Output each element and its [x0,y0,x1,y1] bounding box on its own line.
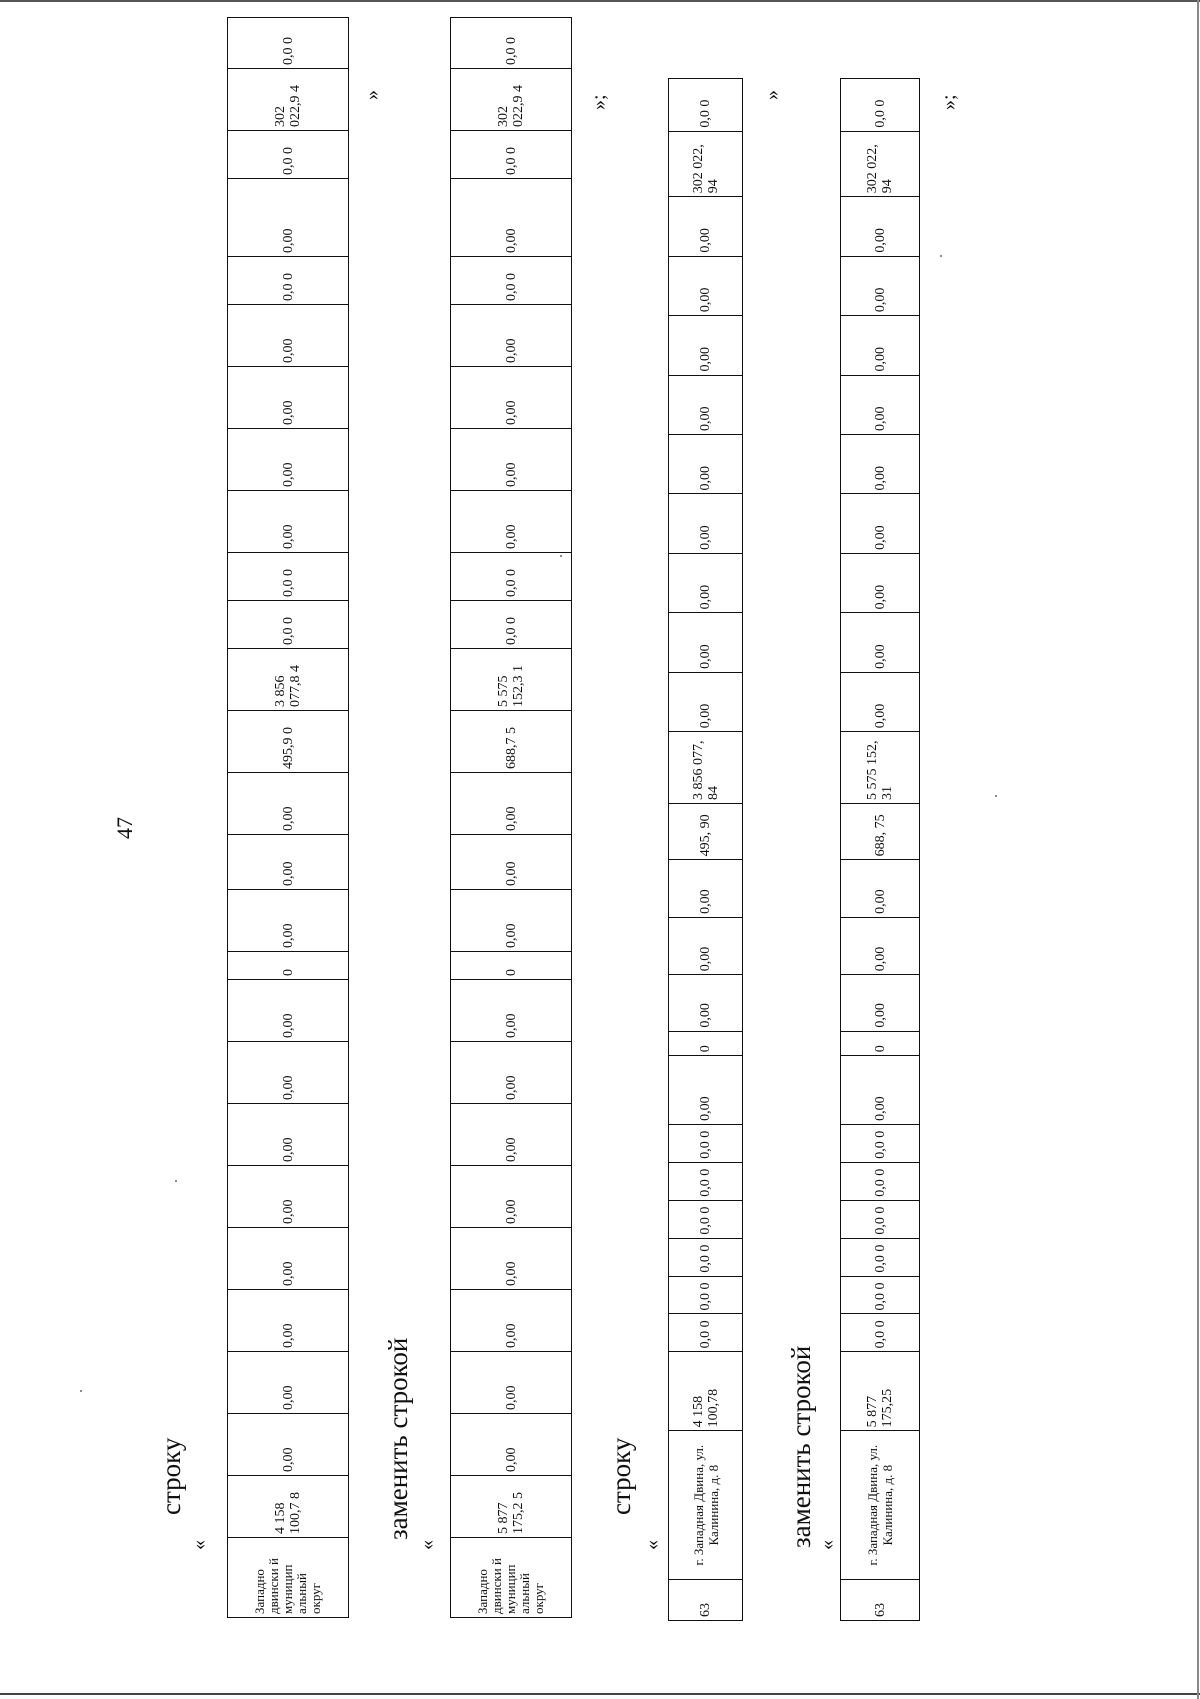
table-cell: 0,0 0 [451,131,572,179]
page-number: 47 [112,817,137,839]
table-cell: 0,00 [841,316,920,375]
data-table [450,17,572,1618]
heading-replace-row: строку [156,1437,186,1515]
table-cell: 0,00 [669,553,743,612]
table-cell: 0,00 [228,305,349,367]
table-cell: 0,00 [841,917,920,974]
table-cell: 0,00 [451,1414,572,1476]
table-cell: 0,00 [451,429,572,491]
table-cell-name: Западно двински й муницип альный округ [451,1538,572,1618]
table-cell: 3 856 077, 84 [669,732,743,804]
table-cell: 0,00 [228,1290,349,1352]
table-cell: 0,0 0 [228,601,349,649]
table-cell: 0,0 0 [669,1276,743,1314]
heading-replace-with: заменить строкой [383,1337,413,1540]
table-cell: 0,0 0 [228,257,349,305]
table-cell: 0,00 [841,553,920,612]
table-cell: 0 [669,1031,743,1056]
table-cell: 0,00 [228,1352,349,1414]
table-cell: 0,00 [228,1228,349,1290]
table-cell: 0,00 [669,860,743,917]
table-cell: 0,00 [669,197,743,256]
table-cell: 0,00 [841,435,920,494]
table-cell: 0,00 [841,1056,920,1125]
scan-edge-bottom [0,1693,1200,1695]
table-cell: 0,00 [841,613,920,672]
table-cell: 0,0 0 [669,1162,743,1200]
close-quote: »; [938,94,960,110]
table-row [228,18,349,1618]
table-cell: 0,0 0 [669,1314,743,1352]
table-cell: 4 158 100,7 8 [228,1476,349,1538]
table-cell: 0,00 [228,429,349,491]
table-cell: 0,0 0 [669,1200,743,1238]
data-table [227,17,349,1618]
table-cell: 0,0 0 [228,18,349,69]
table-cell: 495,9 0 [228,711,349,773]
block-2-table [450,37,572,1618]
scan-edge-right [1197,0,1199,1699]
table-row [451,18,572,1618]
table-cell: 0,00 [451,980,572,1042]
table-cell: 0,00 [451,890,572,952]
table-cell: 0,0 0 [841,1314,920,1352]
table-cell: 0,00 [669,316,743,375]
open-quote: « [188,1540,210,1550]
table-cell: 0,00 [841,494,920,553]
table-cell: 0,0 0 [451,18,572,69]
table-cell-address: г. Западная Двина, ул. Калинина, д. 8 [669,1431,743,1580]
table-cell: 0,0 0 [228,553,349,601]
table-cell-name: Западно двински й муницип альный округ [228,1538,349,1618]
scan-speck [80,1390,82,1392]
table-cell: 5 877 175,2 5 [451,1476,572,1538]
table-cell: 0,0 0 [841,1200,920,1238]
table-cell: 0,00 [841,672,920,731]
table-cell: 0 [841,1031,920,1056]
table-cell: 0,00 [228,179,349,257]
table-cell: 0,0 0 [451,553,572,601]
close-quote: » [361,90,383,100]
table-cell: 0,00 [669,1056,743,1125]
block-1-table [227,37,349,1618]
table-cell: 0,00 [228,1166,349,1228]
table-cell: 0,00 [451,1228,572,1290]
table-cell: 0,00 [841,197,920,256]
close-quote: »; [588,94,610,110]
table-cell: 0,00 [841,256,920,315]
heading-replace-row: строку [606,1437,636,1515]
table-cell: 0,00 [228,1042,349,1104]
table-cell: 3 856 077,8 4 [228,649,349,711]
table-cell: 0,00 [451,179,572,257]
table-cell: 0,00 [669,917,743,974]
table-cell: 0,00 [669,435,743,494]
table-row [841,79,920,1621]
table-cell: 0,00 [451,1042,572,1104]
table-row [669,79,743,1621]
table-cell: 0,00 [451,1166,572,1228]
table-cell: 0,0 0 [669,1238,743,1276]
table-cell: 0,00 [451,773,572,835]
table-cell: 0,00 [669,375,743,434]
table-cell: 302 022,9 4 [228,69,349,131]
table-cell: 302 022,9 4 [451,69,572,131]
open-quote: « [641,1540,663,1550]
scan-speck [175,1180,177,1182]
table-cell: 5 877 175,25 [841,1352,920,1431]
table-cell: 0,00 [669,613,743,672]
table-cell: 5 575 152,3 1 [451,649,572,711]
table-cell: 0,00 [451,305,572,367]
table-cell-address: г. Западная Двина, ул. Калинина, д. 8 [841,1431,920,1580]
table-cell: 0,00 [669,672,743,731]
block-4-table [840,78,920,1621]
table-cell: 0,0 0 [451,257,572,305]
table-cell: 302 022, 94 [841,131,920,197]
table-cell: 4 158 100,78 [669,1352,743,1431]
table-cell: 0 [451,952,572,980]
table-cell: 495, 90 [669,804,743,860]
table-cell: 0,00 [451,367,572,429]
table-cell: 0,00 [228,835,349,890]
table-cell: 0,00 [228,773,349,835]
table-cell: 0,0 0 [841,79,920,132]
table-cell: 0,00 [451,1104,572,1166]
table-cell: 0 [228,952,349,980]
table-cell: 0,0 0 [669,1124,743,1162]
table-cell: 0,00 [669,256,743,315]
table-cell: 0,00 [451,491,572,553]
table-cell: 0,0 0 [841,1162,920,1200]
table-cell: 0,0 0 [669,79,743,132]
open-quote: « [816,1540,838,1550]
table-cell: 0,00 [669,494,743,553]
data-table [840,78,920,1621]
table-cell: 688,7 5 [451,711,572,773]
data-table [668,78,743,1621]
table-cell: 0,00 [841,975,920,1031]
scan-speck [940,255,942,257]
table-cell: 0,00 [228,980,349,1042]
table-cell: 0,00 [228,491,349,553]
table-cell: 0,00 [841,860,920,917]
table-cell: 0,0 0 [841,1124,920,1162]
table-cell: 688, 75 [841,804,920,860]
table-cell: 302 022, 94 [669,131,743,197]
scan-speck [995,795,997,797]
table-cell: 63 [841,1580,920,1621]
table-cell: 0,00 [669,975,743,1031]
table-cell: 0,0 0 [841,1238,920,1276]
table-cell: 0,00 [228,890,349,952]
table-cell: 0,00 [228,1104,349,1166]
open-quote: « [416,1540,438,1550]
table-cell: 0,00 [228,367,349,429]
block-3-table [668,78,743,1621]
table-cell: 0,00 [451,1352,572,1414]
scan-edge-top [0,0,1200,2]
table-cell: 0,00 [228,1414,349,1476]
table-cell: 0,00 [841,375,920,434]
table-cell: 0,00 [451,835,572,890]
table-cell: 63 [669,1580,743,1621]
table-cell: 0,0 0 [228,131,349,179]
table-cell: 0,00 [451,1290,572,1352]
table-cell: 0,0 0 [451,601,572,649]
table-cell: 0,0 0 [841,1276,920,1314]
table-cell: 5 575 152, 31 [841,732,920,804]
heading-replace-with: заменить строкой [786,1345,816,1548]
close-quote: » [761,90,783,100]
